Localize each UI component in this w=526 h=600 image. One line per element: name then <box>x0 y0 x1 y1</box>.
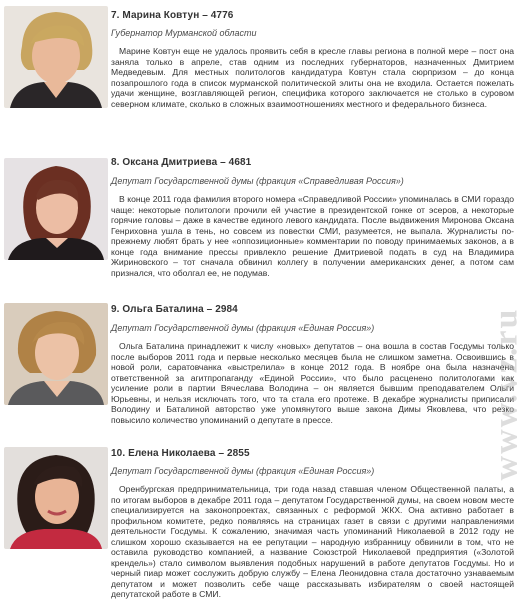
entry-subtitle: Депутат Государственной думы (фракция «Единая Россия») <box>111 323 375 333</box>
entry-title: 7. Марина Ковтун – 4776 <box>111 10 234 21</box>
entry-body: Марине Ковтун еще не удалось проявить себя в кресле главы региона в полной мере – пост она заняла только в апреле, став одним из последних губернаторов, назначенных Дмитрием Медведевым. Для местных политологов кандидатура Ковтун стала сюрпризом – до конца позапрошлого года в список мурманской политической элиты она не входила. Остается пожелать удачи женщине, возглавляющей регион, специфика которого заключается не столько в суровом северном климате, сколько в сложных взаимоотношениях местного и федерального бизнеса. <box>111 46 514 109</box>
entry-title: 9. Ольга Баталина – 2984 <box>111 304 238 315</box>
watermark <box>487 214 525 574</box>
portrait-image <box>4 447 108 549</box>
entry-body: Оренбургская предпринимательница, три года назад ставшая членом Общественной палаты, а по итогам выборов в декабре 2011 года – депутатом Государственной думы, на своем новом месте специализируется на законопроектах, связанных с реформой ЖКХ. Она активно работает в профильном комитете, редко появляясь на страницах газет в связи с другими направлениями деятельности Госдумы. К сожалению, значимая часть упоминаний Николаевой в 2012 году не слишком хорошо сказывается на ее репутации – народную избранницу обвинили в том, что не оставила руководство компанией, а название Союзстрой Николаевой предприятия («Золотой крендель») стало символом выявления подобных нарушений в работе депутатов Госдумы. Но и черный пиар может сослужить добрую службу – Елена Леонидовна стала достаточно узнаваемым депутатом и может позволить себе чаще рассказывать избирателям о своей настоящей депутатской работе в СМИ. <box>111 484 514 599</box>
portrait-image <box>4 303 108 405</box>
entry-body: В конце 2011 года фамилия второго номера «Справедливой России» упоминалась в СМИ гораздо чаще: некоторые политологи прочили ей участие в президентской гонке от эсеров, а некоторые горячие головы – даже в качестве единого левого кандидата. После выдвижения Миронова Оксана Генриховна ушла в тень, но совсем из повестки СМИ, разумеется, не выпала. Журналисты по-прежнему любят брать у нее «оппозиционные» комментарии по поводу принимаемых законов, а в конце года внимание прессы привлекло решение Дмитриевой подать в суд на Владимира Жириновского – тот сначала обвинил коллегу в получении американских денег, а потом сам признался, что оболгал ее, не подумав. <box>111 194 514 278</box>
entry-subtitle: Депутат Государственной думы (фракция «Справедливая Россия») <box>111 176 404 186</box>
entry-title: 10. Елена Николаева – 2855 <box>111 448 250 459</box>
portrait-photo <box>4 303 108 405</box>
portrait-photo <box>4 447 108 549</box>
entry-subtitle: Депутат Государственной думы (фракция «Единая Россия») <box>111 466 375 476</box>
entry-title: 8. Оксана Дмитриева – 4681 <box>111 157 252 168</box>
portrait-image <box>4 6 108 108</box>
entry-body: Ольга Баталина принадлежит к числу «новых» депутатов – она вошла в состав Госдумы только после выборов 2011 года и первые несколько месяцев была не слишком заметна. Освоившись в новой роли, саратовчанка «выстрелила» в конце 2012 года. В ноябре она была назначена ответственной за агитпропаганду «Единой России», что было расценено политологами как усиление роли в партии Вячеслава Володина – он является бывшим преподавателем Ольги Юрьевны, и нельзя исключать того, что та стала его протеже. В декабре журналисты приписали Володину и Баталиной авторство уже упомянутого выше закона Димы Яковлева, что резко повысило количество упоминаний о депутате в прессе. <box>111 341 514 425</box>
portrait-photo <box>4 6 108 108</box>
portrait-image <box>4 158 108 260</box>
entry-subtitle: Губернатор Мурманской области <box>111 28 257 38</box>
portrait-photo <box>4 158 108 260</box>
watermark-text: www.vz.ru <box>487 307 525 481</box>
